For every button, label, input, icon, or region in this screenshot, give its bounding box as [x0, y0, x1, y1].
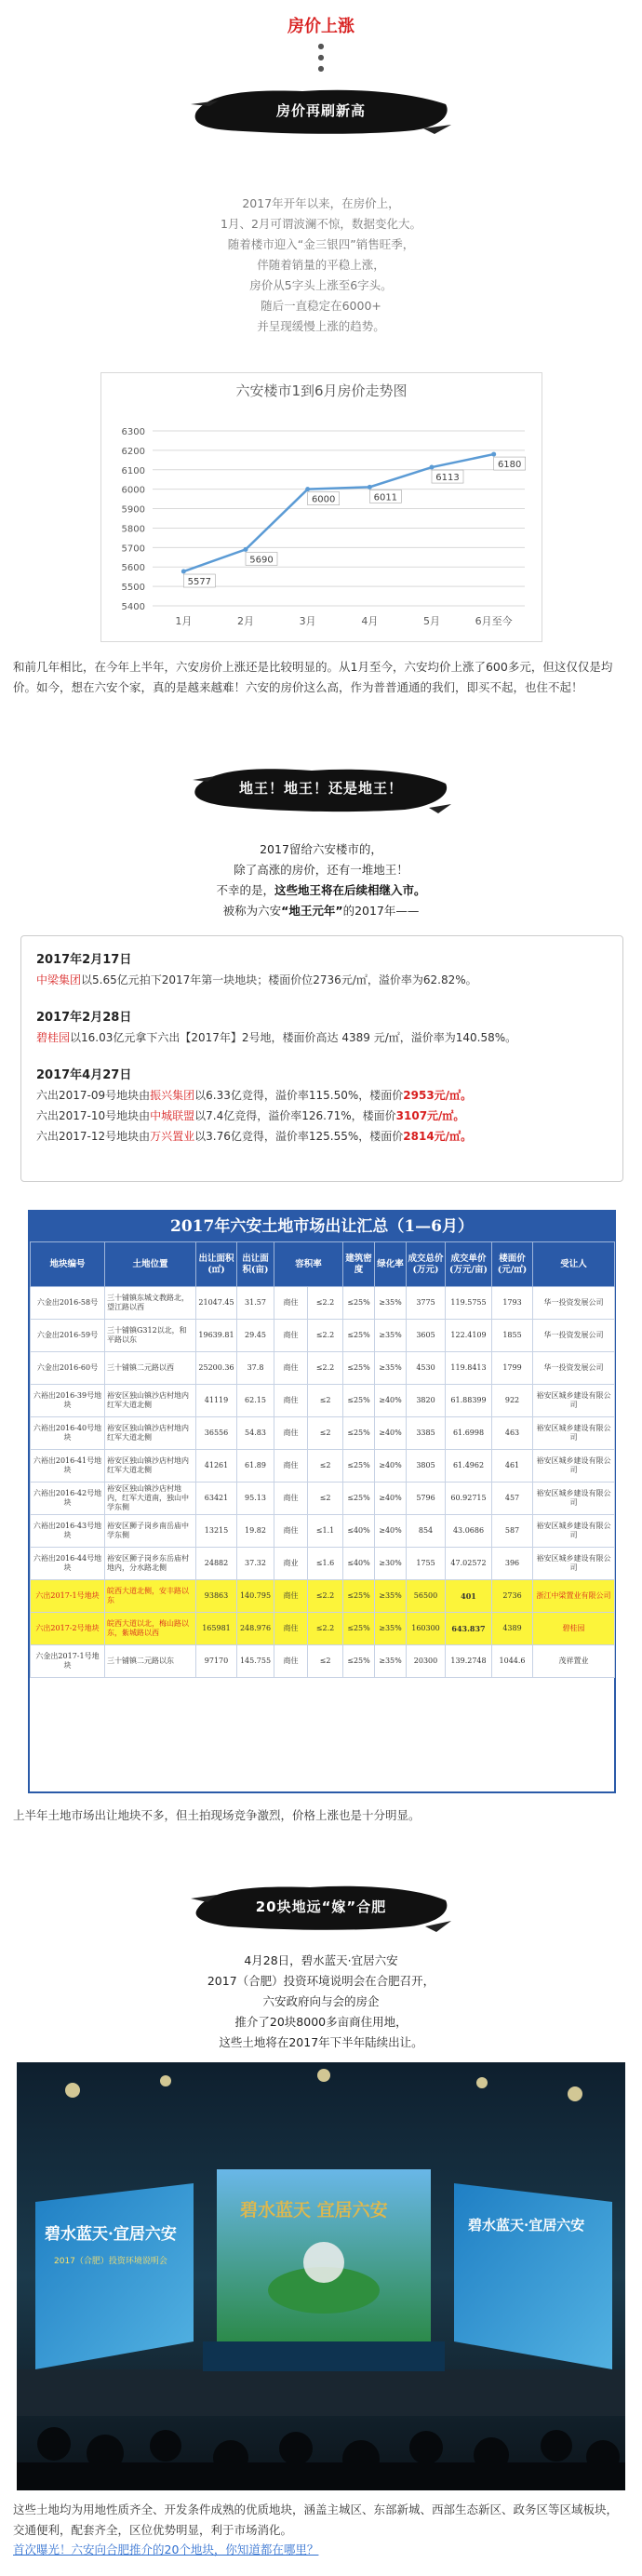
y-tick-label: 5700 [121, 543, 145, 555]
table-cell: 裕安区狮子岗乡南岳庙中学东侧 [105, 1515, 196, 1548]
transaction-date: 2017年2月28日 [36, 1011, 132, 1025]
intro-line [0, 901, 642, 921]
paragraph-price-rise: 和前几年相比，在今年上半年，六安房价上涨还是比较明显的。从1月至今，六安均价上涨了600多元，但这仅仅是均价。如今，想在六安个家，真的是越来越难！六安的房价这么高，作为普普通通的我们，即买不起，也住不起！ [13, 660, 613, 694]
table-cell: 457 [492, 1483, 533, 1515]
x-tick-label: 6月至今 [475, 615, 513, 627]
screen-center-title: 碧水蓝天 宜居六安 [240, 2200, 388, 2220]
x-tick-label: 4月 [361, 615, 379, 627]
table-cell: 商住 [274, 1287, 308, 1320]
table-cell: ≥30% [375, 1548, 407, 1580]
table-cell: 碧桂园 [533, 1613, 615, 1645]
chart-title: 六安楼市1到6月房价走势图 [235, 382, 408, 399]
table-cell: 裕安区独山镇沙店村地内红军大道北侧 [105, 1450, 196, 1483]
table-cell: 商住 [274, 1385, 308, 1417]
transaction-line [36, 970, 608, 990]
table-cell: 裕安区城乡建设有限公司 [533, 1385, 615, 1417]
table-cell: 145.755 [237, 1645, 274, 1678]
table-cell: 37.32 [237, 1548, 274, 1580]
table-cell: 62.15 [237, 1385, 274, 1417]
table-cell: 587 [492, 1515, 533, 1548]
transaction-date: 2017年4月27日 [36, 1068, 132, 1082]
table-cell: 六裕出2016-40号地块 [31, 1417, 105, 1450]
floor-price: 2814元/㎡。 [403, 1130, 473, 1143]
banner-label: 20块地远“嫁”合肥 [255, 1898, 387, 1915]
table-row [31, 1515, 615, 1548]
intro-line: 2017（合肥）投资环境说明会在合肥召开， [207, 1974, 435, 1988]
article-title: 房价上涨 [288, 17, 354, 36]
transaction-date: 2017年2月17日 [36, 953, 132, 967]
table-cell: ≥35% [375, 1580, 407, 1613]
table-cell: 商住 [274, 1483, 308, 1515]
table-cell: ≤2 [308, 1645, 343, 1678]
table-cell: 4530 [407, 1352, 446, 1385]
table-cell: 854 [407, 1515, 446, 1548]
table-cell: 24882 [196, 1548, 237, 1580]
intro-line [0, 880, 642, 901]
screen-left-subtitle: 2017（合肥）投资环境说明会 [54, 2257, 167, 2266]
table-cell: ≤25% [343, 1385, 375, 1417]
table-cell: 裕安区狮子岗乡东岳庙村地内，分水路北侧 [105, 1548, 196, 1580]
y-tick-label: 6200 [121, 446, 145, 457]
table-cell: 3820 [407, 1385, 446, 1417]
table-cell: ≤2 [308, 1385, 343, 1417]
col-header: 出让面积(亩) [237, 1242, 274, 1287]
table-cell: 六金出2016-60号 [31, 1352, 105, 1385]
table-cell: 4389 [492, 1613, 533, 1645]
table-cell: 1855 [492, 1320, 533, 1352]
table-row [31, 1352, 615, 1385]
table-cell: 61.89 [237, 1450, 274, 1483]
table-cell: 36556 [196, 1417, 237, 1450]
transaction-line [36, 1126, 608, 1147]
table-cell: 3605 [407, 1320, 446, 1352]
table-cell: 商住 [274, 1515, 308, 1548]
table-cell: 47.02572 [446, 1548, 492, 1580]
col-header: 楼面价(元/㎡) [492, 1242, 533, 1287]
table-cell: 1044.6 [492, 1645, 533, 1678]
table-cell: ≤40% [343, 1515, 375, 1548]
table-cell: 裕安区城乡建设有限公司 [533, 1548, 615, 1580]
y-tick-label: 5900 [121, 504, 145, 516]
company-name: 振兴集团 [150, 1089, 195, 1102]
conference-stage-image [17, 2062, 625, 2490]
col-header: 建筑密度 [343, 1242, 375, 1287]
table-cell: 六裕出2016-42号地块 [31, 1483, 105, 1515]
table-row [31, 1580, 615, 1613]
table-cell: ≤1.6 [308, 1548, 343, 1580]
table-cell: 商住 [274, 1352, 308, 1385]
section2-intro [0, 839, 642, 921]
table-cell: ≤2.2 [308, 1352, 343, 1385]
table-cell: ≤25% [343, 1613, 375, 1645]
price-trend-chart [100, 372, 542, 642]
table-cell: 122.4109 [446, 1320, 492, 1352]
chart-svg [101, 373, 543, 643]
intro-line: 随后一直稳定在6000+ [261, 299, 381, 313]
table-cell: ≤25% [343, 1352, 375, 1385]
table-cell: 三十铺镇东城文教路北，望江路以西 [105, 1287, 196, 1320]
table-cell: 21047.45 [196, 1287, 237, 1320]
intro-line: 4月28日，碧水蓝天·宜居六安 [244, 1953, 398, 1967]
table-cell: 裕安区独山镇沙店村地内，红军大道南，独山中学东侧 [105, 1483, 196, 1515]
table-cell: ≤2.2 [308, 1580, 343, 1613]
data-point [368, 485, 372, 490]
table-cell: 95.13 [237, 1483, 274, 1515]
table-cell: 华一投资发展公司 [533, 1320, 615, 1352]
table-cell: 140.795 [237, 1580, 274, 1613]
transaction-detail: 六出2017-09号地块由 [36, 1089, 151, 1102]
table-cell: 六出2017-2号地块 [31, 1613, 105, 1645]
table-cell: ≤25% [343, 1450, 375, 1483]
table-cell: 119.5755 [446, 1287, 492, 1320]
table-cell: 401 [446, 1580, 492, 1613]
table-cell: ≤25% [343, 1580, 375, 1613]
section-banner-hefei [191, 1880, 451, 1934]
table-cell: ≥35% [375, 1320, 407, 1352]
table-cell: 3385 [407, 1417, 446, 1450]
floor-price: 3107元/㎡。 [395, 1109, 465, 1122]
table-cell: ≥35% [375, 1352, 407, 1385]
y-tick-label: 6000 [121, 485, 145, 496]
table-cell: 三十铺镇二元路以东 [105, 1645, 196, 1678]
table-cell: 248.976 [237, 1613, 274, 1645]
table-cell: ≥40% [375, 1483, 407, 1515]
intro-line: 2017留给六安楼市的， [260, 842, 382, 856]
table-cell: ≤2.2 [308, 1287, 343, 1320]
related-article-link[interactable]: 首次曝光！六安向合肥推介的20个地块，你知道都在哪里？ [13, 2542, 319, 2556]
x-tick-label: 2月 [237, 615, 254, 627]
table-row [31, 1417, 615, 1450]
table-cell: 61.88399 [446, 1385, 492, 1417]
y-tick-label: 5600 [121, 563, 145, 574]
table-cell: 3775 [407, 1287, 446, 1320]
table-cell: 165981 [196, 1613, 237, 1645]
table-cell: 商住 [274, 1645, 308, 1678]
table-cell: 裕安区城乡建设有限公司 [533, 1483, 615, 1515]
table-cell: 商住 [274, 1580, 308, 1613]
x-tick-label: 5月 [423, 615, 440, 627]
table-cell: 裕安区城乡建设有限公司 [533, 1417, 615, 1450]
table-row [31, 1287, 615, 1320]
table-cell: 皖西大道北侧，安丰路以东 [105, 1580, 196, 1613]
intro-text: 被称为六安 [222, 904, 282, 918]
data-point [244, 547, 248, 552]
screen-left-title: 碧水蓝天·宜居六安 [45, 2225, 177, 2244]
table-cell: 浙江中梁置业有限公司 [533, 1580, 615, 1613]
table-cell: 裕安区城乡建设有限公司 [533, 1450, 615, 1483]
col-header: 成交单价(万元/亩) [446, 1242, 492, 1287]
section-banner-land-king [191, 761, 451, 815]
paragraph-land-market: 上半年土地市场出让地块不多，但土拍现场竞争激烈，价格上涨也是十分明显。 [13, 1808, 421, 1822]
table-cell: 1799 [492, 1352, 533, 1385]
intro-line: 2017年开年以来，在房价上， [242, 196, 400, 210]
col-header: 容积率 [274, 1242, 343, 1287]
data-point [181, 570, 186, 574]
table-cell: ≤25% [343, 1287, 375, 1320]
y-tick-label: 5500 [121, 583, 145, 594]
table-cell: 19639.81 [196, 1320, 237, 1352]
table-cell: 六裕出2016-44号地块 [31, 1548, 105, 1580]
intro-line: 这些土地将在2017年下半年陆续出让。 [219, 2035, 423, 2049]
table-cell: 396 [492, 1548, 533, 1580]
table-cell: 37.8 [237, 1352, 274, 1385]
table-cell: 43.0686 [446, 1515, 492, 1548]
table-cell: ≤25% [343, 1483, 375, 1515]
x-tick-label: 3月 [299, 615, 316, 627]
intro-emphasis: 这些地王将在后续相继入市。 [274, 883, 426, 897]
transaction-line [36, 1027, 608, 1048]
table-cell: ≥35% [375, 1287, 407, 1320]
intro-line: 并呈现缓慢上涨的趋势。 [257, 319, 385, 333]
intro-line: 随着楼市迎入“金三银四”销售旺季， [227, 237, 415, 251]
table-cell: ≤40% [343, 1548, 375, 1580]
section3-intro [0, 1951, 642, 2053]
company-name: 中城联盟 [150, 1109, 195, 1122]
data-point [430, 465, 435, 470]
table-cell: 63421 [196, 1483, 237, 1515]
table-cell: 商住 [274, 1613, 308, 1645]
table-cell: 160300 [407, 1613, 446, 1645]
conference-photo [17, 2062, 625, 2490]
table-cell: 商业 [274, 1548, 308, 1580]
section-banner-price [191, 84, 451, 138]
table-cell: 三十铺镇二元路以西 [105, 1352, 196, 1385]
table-cell: 93863 [196, 1580, 237, 1613]
table-cell: 1793 [492, 1287, 533, 1320]
table-cell: 华一投资发展公司 [533, 1287, 615, 1320]
banner-label: 地王！地王！还是地王！ [238, 780, 403, 797]
table-cell: 皖西大道以北，梅山路以东，紫城路以西 [105, 1613, 196, 1645]
table-cell: ≥40% [375, 1515, 407, 1548]
table-cell: 19.82 [237, 1515, 274, 1548]
intro-line: 六安政府向与会的房企 [262, 1994, 380, 2008]
table-cell: 13215 [196, 1515, 237, 1548]
data-point [305, 487, 310, 491]
table-cell: 六金出2017-1号地块 [31, 1645, 105, 1678]
table-cell: ≤2.2 [308, 1613, 343, 1645]
x-tick-label: 1月 [175, 615, 193, 627]
table-cell: 5796 [407, 1483, 446, 1515]
intro-line: 推介了20块8000多亩商住用地， [234, 2015, 408, 2029]
intro-line: 1月、2月可谓波澜不惊，数据变化大。 [221, 217, 421, 231]
table-cell: ≤25% [343, 1320, 375, 1352]
data-label: 6180 [497, 460, 522, 471]
table-cell: 3805 [407, 1450, 446, 1483]
table-cell: 商住 [274, 1320, 308, 1352]
table-row [31, 1645, 615, 1678]
table-cell: 华一投资发展公司 [533, 1352, 615, 1385]
table-row [31, 1450, 615, 1483]
table-cell: ≤2.2 [308, 1320, 343, 1352]
table-cell: 25200.36 [196, 1352, 237, 1385]
table-cell: 裕安区城乡建设有限公司 [533, 1515, 615, 1548]
transaction-line [36, 1106, 608, 1126]
table-cell: 461 [492, 1450, 533, 1483]
dots-divider: ● ● ● [317, 42, 325, 73]
table-cell: 61.4962 [446, 1450, 492, 1483]
table-cell: ≤2 [308, 1417, 343, 1450]
table-cell: 20300 [407, 1645, 446, 1678]
company-name: 碧桂园 [36, 1031, 71, 1044]
table-cell: ≥35% [375, 1645, 407, 1678]
data-label: 6113 [435, 473, 460, 484]
table-cell: ≤25% [343, 1645, 375, 1678]
land-sales-table [28, 1210, 616, 1793]
table-cell: 六出2017-1号地块 [31, 1580, 105, 1613]
land-transactions-box [20, 935, 623, 1182]
transaction-detail: 以3.76亿竞得，溢价率125.55%，楼面价 [194, 1130, 404, 1143]
table-cell: 裕安区独山镇沙店村地内红军大道北侧 [105, 1385, 196, 1417]
table-cell: ≥40% [375, 1385, 407, 1417]
table-cell: 1755 [407, 1548, 446, 1580]
table-cell: ≥40% [375, 1417, 407, 1450]
company-name: 万兴置业 [150, 1130, 195, 1143]
intro-text: 不幸的是， [216, 883, 274, 897]
data-label: 5690 [249, 555, 274, 566]
data-label: 6011 [373, 492, 398, 503]
table-cell: 商住 [274, 1450, 308, 1483]
data-label: 5577 [187, 577, 212, 588]
col-header: 出让面积(㎡) [196, 1242, 237, 1287]
col-header: 受让人 [533, 1242, 615, 1287]
table-row [31, 1385, 615, 1417]
transaction-detail: 六出2017-12号地块由 [36, 1130, 151, 1143]
table-cell: 56500 [407, 1580, 446, 1613]
transaction-detail: 六出2017-10号地块由 [36, 1109, 151, 1122]
table-cell: 商住 [274, 1417, 308, 1450]
table-cell: ≤25% [343, 1417, 375, 1450]
col-header: 土地位置 [105, 1242, 196, 1287]
table-cell: 三十铺镇G312以北，和平路以东 [105, 1320, 196, 1352]
table-row [31, 1548, 615, 1580]
table-header-row [31, 1242, 615, 1287]
y-tick-label: 5800 [121, 524, 145, 535]
transaction-detail: 以16.03亿元拿下六出【2017年】2号地，楼面价高达 4389 元/㎡，溢价率为140.58%。 [70, 1031, 517, 1044]
intro-text: 的2017年—— [342, 904, 420, 918]
transaction-line [36, 1085, 608, 1106]
table-cell: 裕安区独山镇沙店村地内红军大道北侧 [105, 1417, 196, 1450]
table-cell: 29.45 [237, 1320, 274, 1352]
screen-right-title: 碧水蓝天·宜居六安 [468, 2217, 585, 2234]
table-cell: ≤2 [308, 1450, 343, 1483]
y-tick-label: 6300 [121, 427, 145, 437]
intro-line: 房价从5字头上涨至6字头。 [249, 278, 393, 292]
transaction-detail: 以7.4亿竞得，溢价率126.71%，楼面价 [194, 1109, 396, 1122]
data-label: 6000 [311, 494, 336, 505]
table-row [31, 1320, 615, 1352]
transaction-detail: 以6.33亿竞得，溢价率115.50%，楼面价 [194, 1089, 404, 1102]
company-name: 中梁集团 [36, 973, 82, 986]
intro-line: 除了高涨的房价，还有一堆地王！ [234, 863, 408, 877]
land-table [30, 1241, 615, 1678]
table-cell: ≥35% [375, 1613, 407, 1645]
col-header: 地块编号 [31, 1242, 105, 1287]
table-cell: ≤2 [308, 1483, 343, 1515]
table-cell: 61.6998 [446, 1417, 492, 1450]
table-cell: 922 [492, 1385, 533, 1417]
section1-intro [0, 194, 642, 337]
data-point [491, 452, 496, 457]
banner-label: 房价再刷新高 [275, 102, 366, 119]
y-tick-label: 6100 [121, 465, 145, 476]
table-cell: ≥40% [375, 1450, 407, 1483]
table-cell: 31.57 [237, 1287, 274, 1320]
table-cell: 六金出2016-59号 [31, 1320, 105, 1352]
table-cell: 463 [492, 1417, 533, 1450]
table-cell: 六裕出2016-39号地块 [31, 1385, 105, 1417]
table-row [31, 1483, 615, 1515]
table-cell: 六裕出2016-41号地块 [31, 1450, 105, 1483]
transaction-detail: 以5.65亿元拍下2017年第一块地块；楼面价位2736元/㎡，溢价率为62.82%。 [81, 973, 477, 986]
intro-emphasis: “地王元年” [281, 904, 343, 918]
y-tick-label: 5400 [121, 602, 145, 612]
table-cell: 六裕出2016-43号地块 [31, 1515, 105, 1548]
table-cell: 41119 [196, 1385, 237, 1417]
table-cell: 60.92715 [446, 1483, 492, 1515]
table-row [31, 1613, 615, 1645]
intro-line: 伴随着销量的平稳上涨， [257, 258, 385, 272]
table-cell: 643.837 [446, 1613, 492, 1645]
table-cell: 2736 [492, 1580, 533, 1613]
table-cell: 41261 [196, 1450, 237, 1483]
floor-price: 2953元/㎡。 [403, 1089, 473, 1102]
table-cell: 139.2748 [446, 1645, 492, 1678]
table-title: 2017年六安土地市场出让汇总（1—6月） [30, 1212, 614, 1241]
table-cell: 54.83 [237, 1417, 274, 1450]
table-cell: ≤1.1 [308, 1515, 343, 1548]
col-header: 成交总价(万元) [407, 1242, 446, 1287]
table-cell: 97170 [196, 1645, 237, 1678]
col-header: 绿化率 [375, 1242, 407, 1287]
table-cell: 茂祥置业 [533, 1645, 615, 1678]
paragraph-land-quality: 这些土地均为用地性质齐全、开发条件成熟的优质地块，涵盖主城区、东部新城、西部生态新区、政务区等区域板块，交通便利，配套齐全，区位优势明显，利于市场消化。 [13, 2502, 619, 2537]
table-cell: 六金出2016-58号 [31, 1287, 105, 1320]
table-cell: 119.8413 [446, 1352, 492, 1385]
